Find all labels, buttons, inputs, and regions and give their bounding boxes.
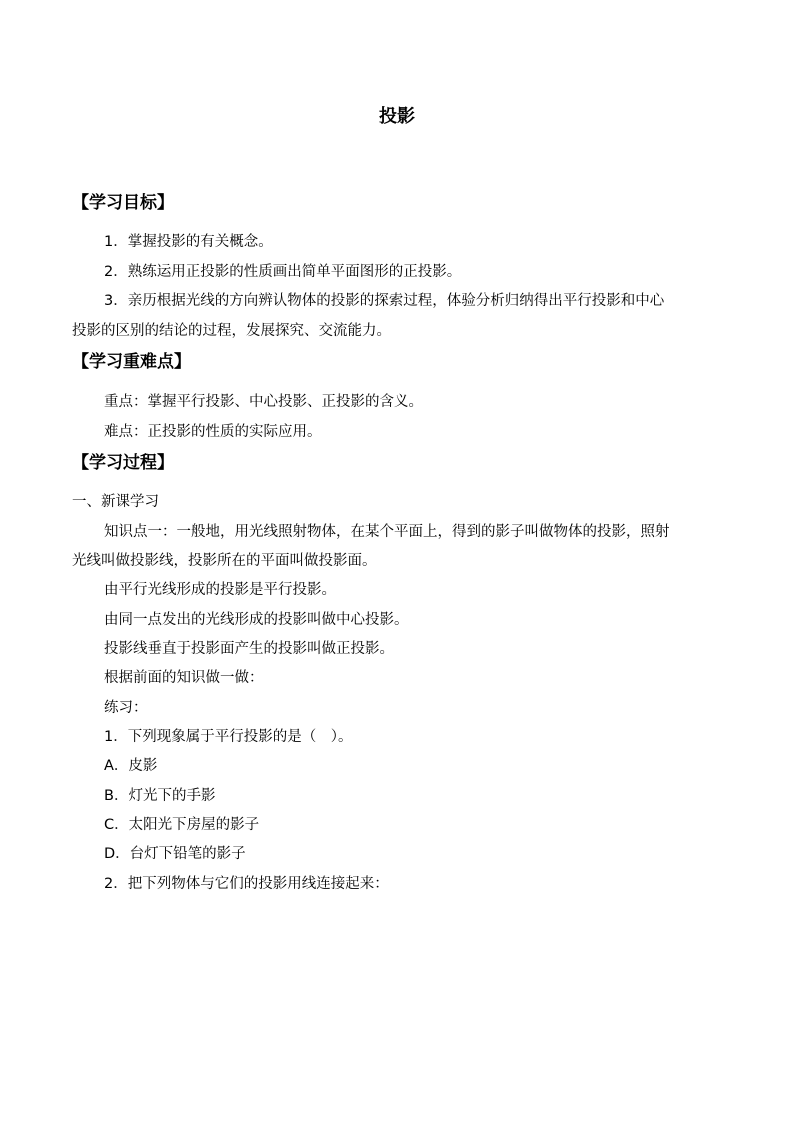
exercise-option: C．太阳光下房屋的影子 <box>104 817 260 833</box>
section-heading-objectives: 【学习目标】 <box>72 193 174 213</box>
exercise-question: 2．把下列物体与它们的投影用线连接起来： <box>104 876 389 892</box>
objective-item: 3．亲历根据光线的方向辨认物体的投影的探索过程，体验分析归纳得出平行投影和中心 <box>104 293 665 309</box>
section-heading-key-points: 【学习重难点】 <box>72 352 191 372</box>
document-title: 投影 <box>379 106 415 127</box>
objective-item: 1．掌握投影的有关概念。 <box>104 234 273 250</box>
exercise-option: B．灯光下的手影 <box>104 788 216 804</box>
process-line: 知识点一：一般地，用光线照射物体，在某个平面上，得到的影子叫做物体的投影，照射 <box>104 524 670 540</box>
objective-item: 2．熟练运用正投影的性质画出简单平面图形的正投影。 <box>104 264 462 280</box>
process-line: 由平行光线形成的投影是平行投影。 <box>104 582 336 598</box>
process-line: 根据前面的知识做一做： <box>104 670 264 686</box>
exercise-question: 1．下列现象属于平行投影的是（ ）。 <box>104 729 353 745</box>
key-point-item: 重点：掌握平行投影、中心投影、正投影的含义。 <box>104 394 423 410</box>
process-line: 投影线垂直于投影面产生的投影叫做正投影。 <box>104 641 394 657</box>
process-subheading: 一、新课学习 <box>72 494 159 510</box>
process-line: 练习： <box>104 700 148 716</box>
exercise-option: D．台灯下铅笔的影子 <box>104 846 246 862</box>
objective-item-continuation: 投影的区别的结论的过程，发展探究、交流能力。 <box>72 323 391 339</box>
process-line: 由同一点发出的光线形成的投影叫做中心投影。 <box>104 612 409 628</box>
section-heading-process: 【学习过程】 <box>72 453 174 473</box>
process-line: 光线叫做投影线，投影所在的平面叫做投影面。 <box>72 553 377 569</box>
key-point-item: 难点：正投影的性质的实际应用。 <box>104 424 322 440</box>
exercise-option: A．皮影 <box>104 758 158 774</box>
